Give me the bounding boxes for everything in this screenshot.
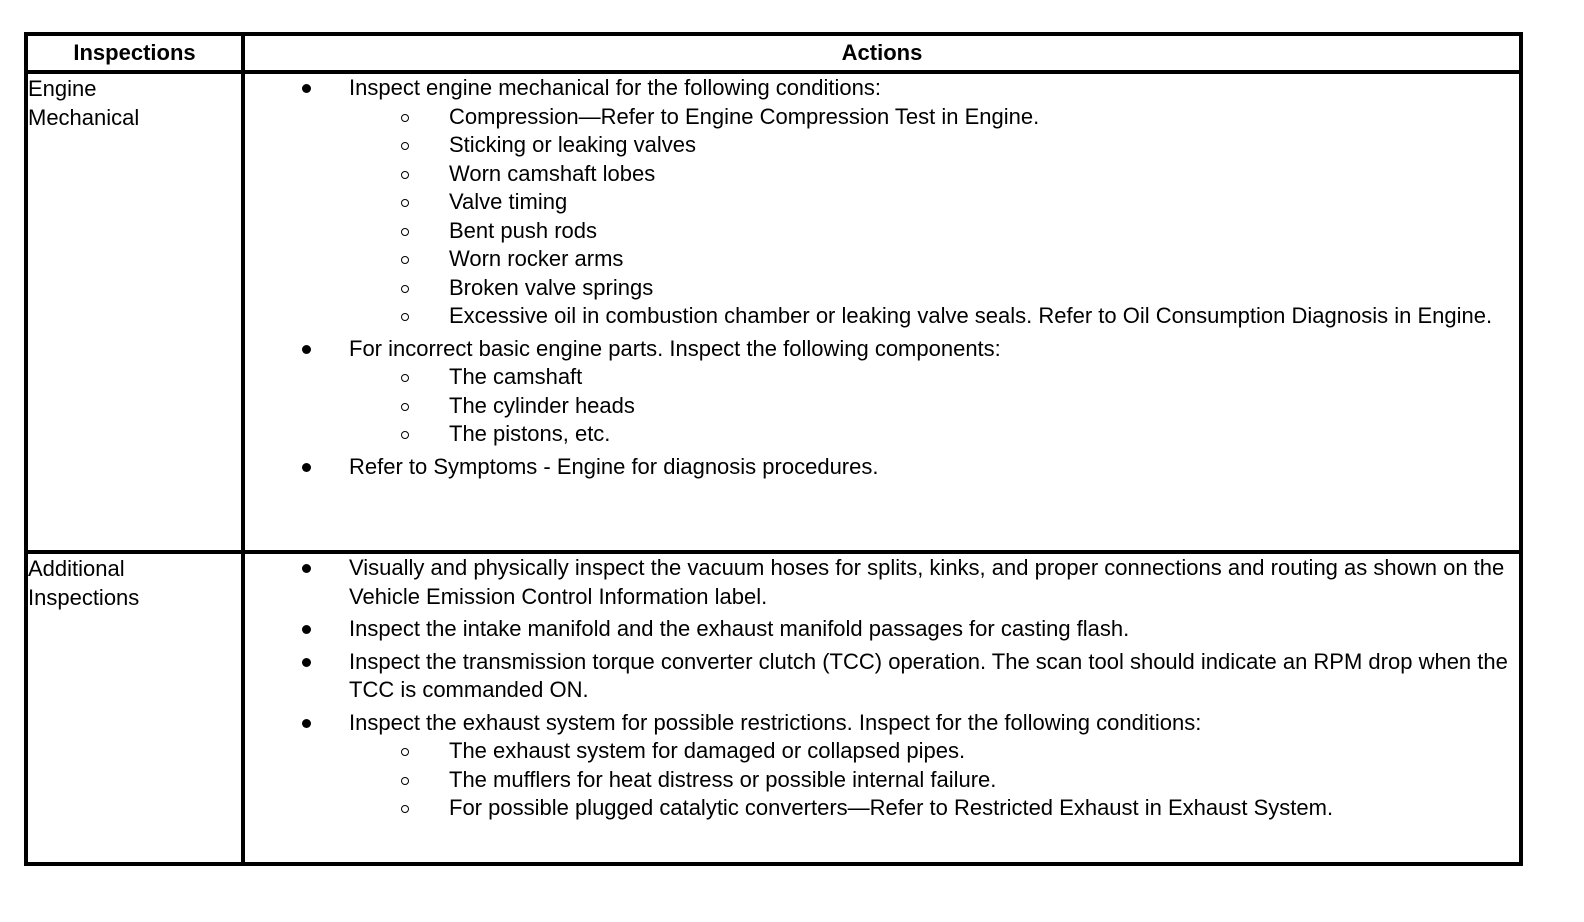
sub-action-text: Bent push rods	[449, 217, 597, 243]
sub-action-text: Excessive oil in combustion chamber or leaking valve seals. Refer to Oil Consumption Diagnosis in Engine.	[449, 303, 1493, 328]
actions-cell	[243, 72, 1521, 552]
action-item	[245, 335, 1519, 449]
bullet-dot-icon	[302, 463, 311, 472]
bullet-circle-icon	[401, 431, 409, 439]
action-text: Inspect engine mechanical for the following conditions:	[349, 75, 881, 100]
bullet-dot-icon	[302, 658, 311, 667]
sub-action-item	[349, 245, 1519, 274]
sub-action-text: The camshaft	[449, 364, 583, 389]
bullet-circle-icon	[401, 403, 409, 411]
bullet-circle-icon	[401, 171, 409, 179]
action-item	[245, 615, 1519, 644]
action-item	[245, 554, 1519, 611]
inspection-cell	[26, 552, 243, 864]
sub-action-text: Worn rocker arms	[449, 246, 624, 271]
header-inspections: Inspections	[26, 34, 243, 72]
bullet-circle-icon	[401, 142, 409, 150]
bullet-circle-icon	[401, 313, 409, 321]
inspection-label-line: Mechanical	[28, 105, 140, 130]
bullet-circle-icon	[401, 199, 409, 207]
sub-action-item	[349, 420, 1519, 449]
action-text: Visually and physically inspect the vacuum hoses for splits, kinks, and proper connections and routing as shown on the Vehicle Emission Control Information label.	[349, 555, 1505, 609]
sub-action-item	[349, 131, 1519, 160]
sub-action-text: Broken valve springs	[449, 274, 654, 300]
sub-action-item	[349, 302, 1519, 331]
action-text: For incorrect basic engine parts. Inspect the following components:	[349, 335, 1001, 361]
inspection-label-line: Additional	[28, 556, 125, 581]
bullet-dot-icon	[302, 719, 311, 728]
action-text: Inspect the exhaust system for possible restrictions. Inspect for the following conditions:	[349, 709, 1202, 735]
bullet-dot-icon	[302, 345, 311, 354]
sub-action-item	[349, 794, 1519, 823]
action-list	[245, 74, 1519, 481]
bullet-dot-icon	[302, 564, 311, 573]
action-text: Inspect the intake manifold and the exhaust manifold passages for casting flash.	[349, 616, 1130, 641]
table-row	[26, 72, 1521, 552]
sub-action-text: Compression—Refer to Engine Compression Test in Engine.	[449, 103, 1040, 129]
sub-action-text: The mufflers for heat distress or possible internal failure.	[449, 766, 997, 792]
bullet-circle-icon	[401, 374, 409, 382]
action-item	[245, 453, 1519, 482]
inspection-label-line: Inspections	[28, 585, 140, 610]
header-row	[26, 34, 1521, 72]
action-item	[245, 709, 1519, 823]
sub-action-item	[349, 274, 1519, 303]
sub-action-list	[349, 737, 1519, 823]
bullet-circle-icon	[401, 114, 409, 122]
sub-action-text: The cylinder heads	[449, 392, 635, 418]
sub-action-text: Worn camshaft lobes	[449, 160, 656, 186]
action-item	[245, 74, 1519, 331]
sub-action-item	[349, 188, 1519, 217]
bullet-circle-icon	[401, 228, 409, 236]
action-item	[245, 648, 1519, 705]
sub-action-item	[349, 217, 1519, 246]
sub-action-item	[349, 160, 1519, 189]
sub-action-list	[349, 103, 1519, 331]
sub-action-text: The pistons, etc.	[449, 421, 611, 446]
bullet-circle-icon	[401, 777, 409, 785]
bullet-circle-icon	[401, 805, 409, 813]
action-list	[245, 554, 1519, 823]
inspection-table	[24, 32, 1523, 866]
sub-action-text: Valve timing	[449, 189, 568, 214]
inspection-cell	[26, 72, 243, 552]
bullet-dot-icon	[302, 84, 311, 93]
bullet-circle-icon	[401, 256, 409, 264]
sub-action-item	[349, 737, 1519, 766]
action-text: Inspect the transmission torque converter clutch (TCC) operation. The scan tool should indicate an RPM drop when the TCC is commanded ON.	[349, 648, 1508, 702]
bullet-circle-icon	[401, 285, 409, 293]
bullet-dot-icon	[302, 625, 311, 634]
sub-action-list	[349, 363, 1519, 449]
sub-action-text: Sticking or leaking valves	[449, 132, 697, 157]
header-actions: Actions	[243, 34, 1521, 72]
table-row	[26, 552, 1521, 864]
sub-action-text: The exhaust system for damaged or collapsed pipes.	[449, 738, 966, 763]
sub-action-text: For possible plugged catalytic converters—Refer to Restricted Exhaust in Exhaust System.	[449, 795, 1334, 820]
sub-action-item	[349, 392, 1519, 421]
sub-action-item	[349, 103, 1519, 132]
action-text: Refer to Symptoms - Engine for diagnosis procedures.	[349, 453, 879, 479]
inspection-label-line: Engine	[28, 76, 97, 101]
sub-action-item	[349, 363, 1519, 392]
sub-action-item	[349, 766, 1519, 795]
actions-cell	[243, 552, 1521, 864]
bullet-circle-icon	[401, 748, 409, 756]
